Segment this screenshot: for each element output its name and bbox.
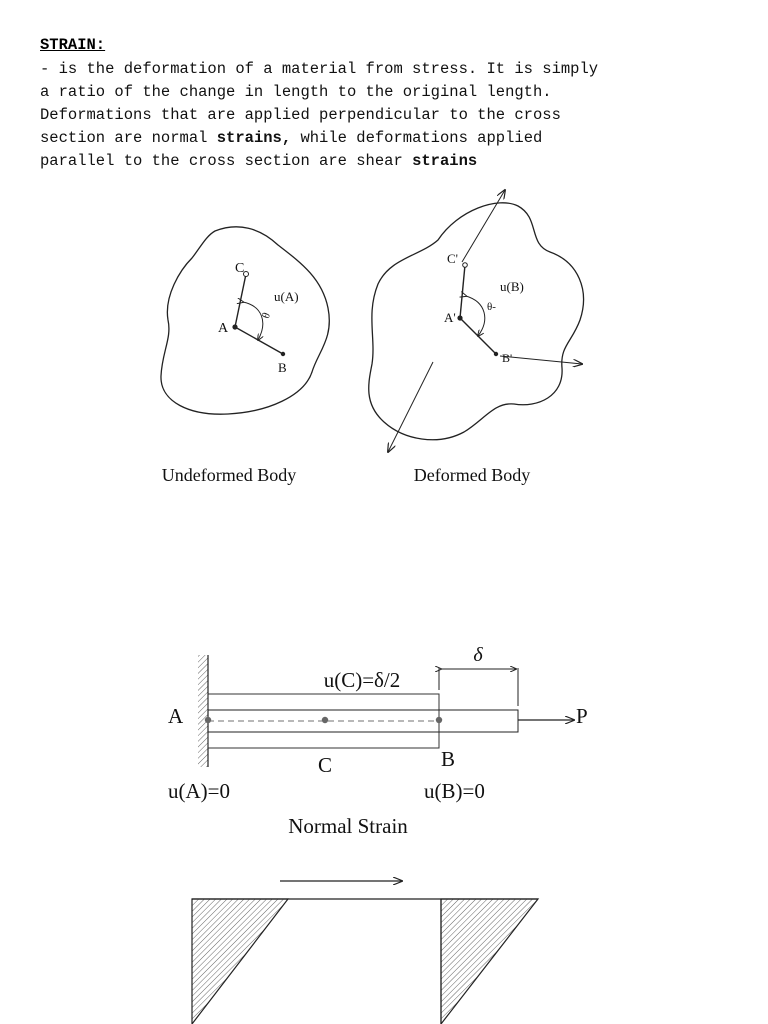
- angle-label-prime: θ-: [487, 301, 496, 313]
- fixed-wall: [198, 655, 208, 767]
- label-a-prime: A': [444, 310, 456, 325]
- point-a-prime: [457, 315, 462, 320]
- undeformed-body-figure: [161, 227, 329, 485]
- bold-term: strains: [412, 152, 478, 170]
- uc-label: u(C)=δ/2: [323, 668, 401, 692]
- normal-strain-figure: [168, 644, 588, 838]
- label-p: P: [576, 704, 588, 728]
- ua-label: u(A)=0: [168, 779, 230, 803]
- label-u: u(A): [274, 289, 299, 304]
- label-c: C: [235, 261, 245, 276]
- stretch-arrow-up: [462, 190, 505, 262]
- caption-deformed: Deformed Body: [413, 465, 531, 485]
- stretch-arrow-down: [388, 362, 433, 452]
- label-c-prime: C': [447, 251, 459, 266]
- paragraph-line: - is the deformation of a material from stress. It is simply: [40, 60, 599, 78]
- point-b: [281, 352, 285, 356]
- label-c-bar: C: [317, 753, 333, 777]
- point-c-bar: [322, 717, 328, 723]
- paragraph-line: parallel to the cross section are shear: [40, 152, 413, 170]
- paragraph-line: Deformations that are applied perpendicular to the cross: [40, 106, 561, 124]
- point-a-bar: [205, 717, 211, 723]
- label-b: B: [278, 360, 287, 375]
- label-a-bar: A: [168, 704, 184, 728]
- section-heading: STRAIN:: [40, 36, 106, 54]
- stretch-arrow-right: [500, 356, 582, 364]
- segment-ab: [235, 327, 283, 354]
- label-b-bar: B: [441, 747, 456, 771]
- deformed-body-figure: [369, 190, 584, 485]
- segment-ac-prime: [460, 265, 465, 318]
- shear-strain-figure: [192, 881, 538, 1024]
- point-b-bar: [436, 717, 442, 723]
- point-c-prime: [463, 263, 468, 268]
- bold-term: strains,: [216, 129, 292, 147]
- paragraph-line: a ratio of the change in length to the original length.: [40, 83, 552, 101]
- point-a: [232, 324, 237, 329]
- caption-undeformed: Undeformed Body: [161, 465, 297, 485]
- label-u-prime: u(B): [500, 279, 524, 294]
- delta-label: δ: [473, 644, 483, 666]
- paragraph-line: while deformations applied: [291, 129, 543, 147]
- left-hatched-block: [192, 899, 288, 1024]
- angle-arc-prime: [466, 296, 485, 336]
- caption-normal-strain: Normal Strain: [288, 814, 408, 838]
- label-a: A: [218, 321, 229, 336]
- ub-label: u(B)=0: [424, 779, 485, 803]
- right-hatched-block: [441, 899, 538, 1024]
- point-b-prime: [494, 352, 498, 356]
- undeformed-outline: [161, 227, 329, 414]
- segment-ac: [235, 274, 246, 327]
- angle-label: θ: [259, 311, 274, 321]
- label-b-prime: B': [502, 351, 513, 365]
- angle-arc: [243, 302, 263, 340]
- paragraph-line: section are normal: [40, 129, 217, 147]
